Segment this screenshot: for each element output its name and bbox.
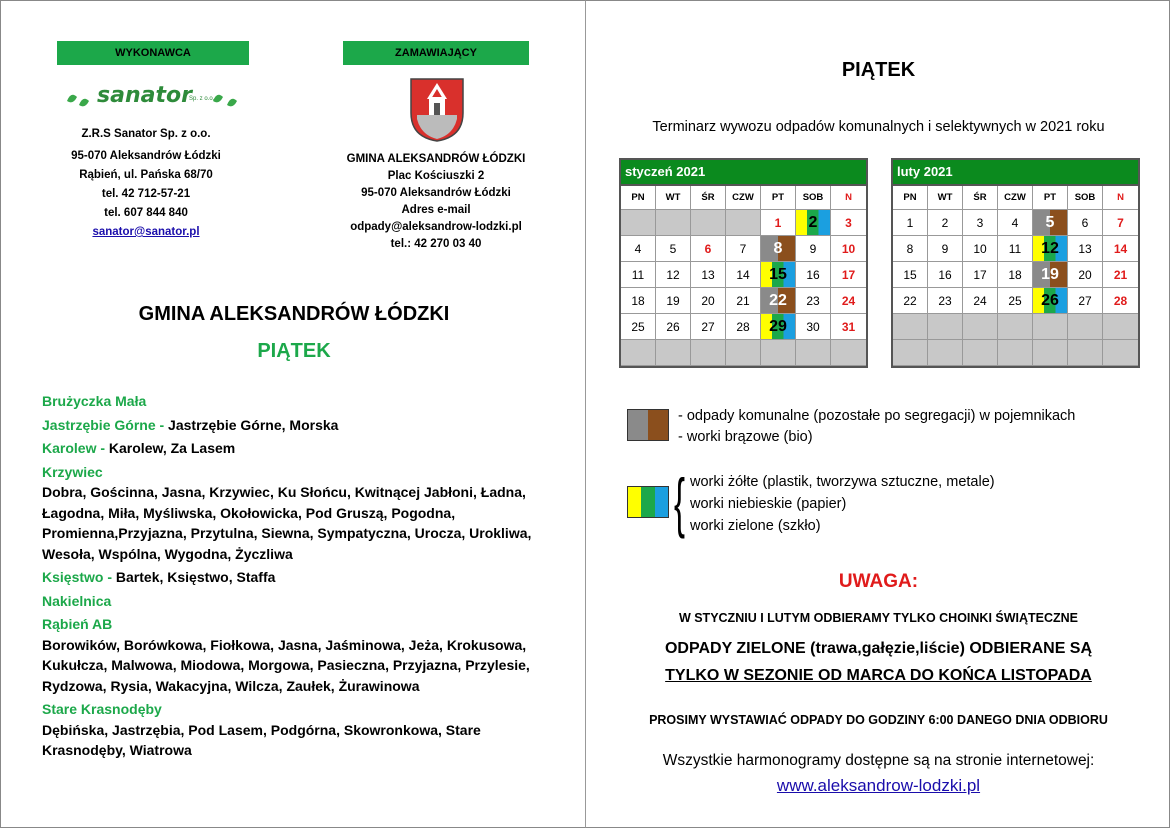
day-header: SOB <box>1068 186 1103 210</box>
page-subtitle: PIĄTEK <box>257 340 331 362</box>
calendar-day: 5 <box>1033 210 1068 236</box>
right-subtitle: Terminarz wywozu odpadów komunalnych i selektywnych w 2021 roku <box>652 119 1105 135</box>
calendar-empty-cell <box>928 340 963 366</box>
day-header: WT <box>928 186 963 210</box>
calendar-day: 9 <box>796 236 831 262</box>
contractor-phone2: tel. 607 844 840 <box>104 207 188 219</box>
calendar-empty-cell <box>621 210 656 236</box>
calendar-day: 16 <box>796 262 831 288</box>
calendar-day: 22 <box>893 288 928 314</box>
calendar-empty-cell <box>726 340 761 366</box>
calendar-day: 6 <box>691 236 726 262</box>
day-header: CZW <box>726 186 761 210</box>
calendar-day: 23 <box>928 288 963 314</box>
calendar-empty-cell <box>1068 314 1103 340</box>
calendar-day: 8 <box>893 236 928 262</box>
day-header: PT <box>1033 186 1068 210</box>
calendar-day: 1 <box>761 210 796 236</box>
calendar-day: 16 <box>928 262 963 288</box>
calendar-empty-cell <box>656 340 691 366</box>
calendar-day: 2 <box>796 210 831 236</box>
calendar-day: 18 <box>621 288 656 314</box>
calendar-day: 21 <box>1103 262 1138 288</box>
calendar-day: 12 <box>656 262 691 288</box>
calendar-empty-cell <box>726 210 761 236</box>
day-header: WT <box>656 186 691 210</box>
client-email-label: Adres e-mail <box>401 204 471 216</box>
sanator-logo <box>63 83 243 111</box>
calendar-day: 19 <box>1033 262 1068 288</box>
calendar-day: 4 <box>998 210 1033 236</box>
calendar-day: 20 <box>691 288 726 314</box>
calendar-empty-cell <box>621 340 656 366</box>
calendar-day: 9 <box>928 236 963 262</box>
calendar-day: 26 <box>656 314 691 340</box>
location-name: Jastrzębie Górne - <box>42 416 169 433</box>
calendar-empty-cell <box>963 340 998 366</box>
calendar-day: 11 <box>621 262 656 288</box>
calendar-month-title: luty 2021 <box>893 160 1138 186</box>
calendar-day: 12 <box>1033 236 1068 262</box>
calendar-january <box>619 158 868 368</box>
day-header: ŚR <box>691 186 726 210</box>
day-header: ŚR <box>963 186 998 210</box>
calendar-day: 18 <box>998 262 1033 288</box>
calendar-day: 29 <box>761 314 796 340</box>
right-title: PIĄTEK <box>841 59 916 81</box>
street-names: Jastrzębie Górne, Morska <box>168 416 339 433</box>
sanator-logo-text: sanator <box>97 83 192 108</box>
street-group <box>42 567 572 588</box>
calendar-day: 1 <box>893 210 928 236</box>
calendar-day: 2 <box>928 210 963 236</box>
street-names: Dębińska, Jastrzębia, Pod Lasem, Podgórna, Skowronkowa, Stare Krasnodęby, Wiatrowa <box>42 721 481 758</box>
street-group <box>42 462 572 565</box>
calendar-day: 22 <box>761 288 796 314</box>
blue-swatch <box>655 487 668 517</box>
street-names: Borowików, Borówkowa, Fiołkowa, Jasna, Jaśminowa, Jeża, Krokusowa, Kukułcza, Malwowa, Miodowa, Morgowa, Pasieczna, Przyjazna, Przylesie, Rydzowa, Rysia, Wakacyjna, Wilcza, Zaułek, Żurawinowa <box>42 636 530 694</box>
calendar-empty-cell <box>1103 340 1138 366</box>
brace-icon: { <box>674 465 686 539</box>
calendar-day: 15 <box>761 262 796 288</box>
notice-christmas-trees: W STYCZNIU I LUTYM ODBIERAMY TYLKO CHOINKI ŚWIĄTECZNE <box>678 611 1079 625</box>
calendar-day: 25 <box>998 288 1033 314</box>
day-header: N <box>831 186 866 210</box>
street-names: Karolew, Za Lasem <box>108 440 236 456</box>
calendar-day: 10 <box>963 236 998 262</box>
legend-recyclables-swatch <box>627 486 669 518</box>
street-group <box>42 614 572 696</box>
calendar-day: 21 <box>726 288 761 314</box>
legend-line: worki niebieskie (papier) <box>690 496 847 512</box>
location-name: Stare Krasnodęby <box>42 701 162 717</box>
street-list <box>42 391 572 764</box>
footer-text: Wszystkie harmonogramy dostępne są na stronie internetowej: <box>662 752 1095 769</box>
calendar-day: 3 <box>963 210 998 236</box>
green-swatch <box>641 487 654 517</box>
contractor-phone1: tel. 42 712-57-21 <box>101 188 191 200</box>
gray-swatch <box>628 410 648 440</box>
contractor-name: Z.R.S Sanator Sp. z o.o. <box>81 128 211 140</box>
calendar-grid <box>893 186 1138 366</box>
client-address2: 95-070 Aleksandrów Łódzki <box>361 187 511 199</box>
calendar-day: 27 <box>1068 288 1103 314</box>
calendar-day: 14 <box>726 262 761 288</box>
contractor-email-link[interactable]: sanator@sanator.pl <box>92 226 200 238</box>
calendar-day: 11 <box>998 236 1033 262</box>
calendar-day: 19 <box>656 288 691 314</box>
location-name: Karolew - <box>42 440 109 456</box>
uwaga-heading: UWAGA: <box>838 571 919 592</box>
notice-time: PROSIMY WYSTAWIAĆ ODPADY DO GODZINY 6:00 DANEGO DNIA ODBIORU <box>649 713 1108 727</box>
calendar-month-title: styczeń 2021 <box>621 160 866 186</box>
page-title: GMINA ALEKSANDRÓW ŁÓDZKI <box>138 303 450 325</box>
contractor-address2: Rąbień, ul. Pańska 68/70 <box>79 169 213 181</box>
brown-swatch <box>648 410 668 440</box>
calendar-day: 5 <box>656 236 691 262</box>
street-group <box>42 591 572 612</box>
calendar-day: 7 <box>1103 210 1138 236</box>
calendar-day: 3 <box>831 210 866 236</box>
calendar-empty-cell <box>691 340 726 366</box>
street-group <box>42 438 572 459</box>
day-header: CZW <box>998 186 1033 210</box>
day-header: PN <box>893 186 928 210</box>
calendar-day: 27 <box>691 314 726 340</box>
client-address1: Plac Kościuszki 2 <box>387 170 485 182</box>
sanator-logo-suffix: Sp. z o.o. <box>189 96 215 102</box>
legend-line: - worki brązowe (bio) <box>678 428 813 445</box>
location-name: Nakielnica <box>42 592 112 609</box>
calendar-empty-cell <box>1033 340 1068 366</box>
client-label: ZAMAWIAJĄCY <box>343 41 529 65</box>
legend-mixed-bio-swatch <box>627 409 669 441</box>
calendar-day: 24 <box>831 288 866 314</box>
contractor-label: WYKONAWCA <box>57 41 249 65</box>
calendar-day: 14 <box>1103 236 1138 262</box>
calendar-day: 15 <box>893 262 928 288</box>
calendar-day: 6 <box>1068 210 1103 236</box>
calendar-day: 26 <box>1033 288 1068 314</box>
calendar-grid <box>621 186 866 366</box>
legend-recyclables-text <box>690 471 995 537</box>
legend-line: - odpady komunalne (pozostałe po segregacji) w pojemnikach <box>678 408 1076 424</box>
day-header: PN <box>621 186 656 210</box>
client-name: GMINA ALEKSANDRÓW ŁÓDZKI <box>346 153 526 165</box>
calendar-empty-cell <box>928 314 963 340</box>
calendar-day: 28 <box>1103 288 1138 314</box>
calendar-day: 17 <box>963 262 998 288</box>
calendar-day: 8 <box>761 236 796 262</box>
calendar-day: 24 <box>963 288 998 314</box>
calendar-day: 25 <box>621 314 656 340</box>
day-header: SOB <box>796 186 831 210</box>
website-link[interactable]: www.aleksandrow-lodzki.pl <box>776 776 981 795</box>
coat-of-arms-icon <box>409 75 465 143</box>
calendar-empty-cell <box>691 210 726 236</box>
client-contact <box>321 151 551 253</box>
calendar-day: 7 <box>726 236 761 262</box>
location-name: Księstwo - <box>42 569 116 585</box>
street-names: Dobra, Gościnna, Jasna, Krzywiec, Ku Słońcu, Kwitnącej Jabłoni, Ładna, Łagodna, Miła, Myśliwska, Okołowicka, Pod Gruszą, Pogodna, Promienna,Przyjazna, Przytulna, Siewna, Sympatyczna, Urocza, Urokliwa, Wesoła, Wspólna, Wygodna, Życzliwa <box>42 484 532 562</box>
calendar-day: 10 <box>831 236 866 262</box>
calendar-empty-cell <box>831 340 866 366</box>
calendar-day: 13 <box>1068 236 1103 262</box>
calendar-empty-cell <box>1068 340 1103 366</box>
calendar-empty-cell <box>998 340 1033 366</box>
calendar-empty-cell <box>796 340 831 366</box>
contractor-contact <box>41 125 251 242</box>
calendar-day: 20 <box>1068 262 1103 288</box>
client-email: odpady@aleksandrow-lodzki.pl <box>350 221 522 233</box>
notice-season: TYLKO W SEZONIE OD MARCA DO KOŃCA LISTOPADA <box>665 667 1092 684</box>
location-name: Brużyczka Mała <box>42 393 147 409</box>
notice-green-waste: ODPADY ZIELONE (trawa,gałęzie,liście) ODBIERANE SĄ <box>664 640 1093 657</box>
day-header: PT <box>761 186 796 210</box>
calendar-day: 23 <box>796 288 831 314</box>
right-page <box>585 0 1170 828</box>
calendar-day: 4 <box>621 236 656 262</box>
calendar-february <box>891 158 1140 368</box>
legend-line: worki żółte (plastik, tworzywa sztuczne, metale) <box>690 474 995 490</box>
yellow-swatch <box>628 487 641 517</box>
calendar-day: 13 <box>691 262 726 288</box>
calendar-empty-cell <box>893 340 928 366</box>
calendar-empty-cell <box>998 314 1033 340</box>
street-names: Bartek, Księstwo, Staffa <box>115 569 276 585</box>
street-group <box>42 415 572 436</box>
street-group <box>42 699 572 761</box>
calendar-empty-cell <box>761 340 796 366</box>
street-group <box>42 391 572 412</box>
location-name: Rąbień AB <box>42 616 113 632</box>
contractor-address1: 95-070 Aleksandrów Łódzki <box>71 150 221 162</box>
calendar-day: 28 <box>726 314 761 340</box>
location-name: Krzywiec <box>42 463 103 480</box>
calendar-day: 17 <box>831 262 866 288</box>
calendar-empty-cell <box>963 314 998 340</box>
day-header: N <box>1103 186 1138 210</box>
calendar-day: 31 <box>831 314 866 340</box>
calendar-empty-cell <box>893 314 928 340</box>
legend-mixed-bio-text <box>678 406 1075 447</box>
calendar-empty-cell <box>1103 314 1138 340</box>
legend-line: worki zielone (szkło) <box>690 518 821 534</box>
calendar-empty-cell <box>1033 314 1068 340</box>
calendar-day: 30 <box>796 314 831 340</box>
calendar-empty-cell <box>656 210 691 236</box>
client-phone: tel.: 42 270 03 40 <box>390 238 482 250</box>
